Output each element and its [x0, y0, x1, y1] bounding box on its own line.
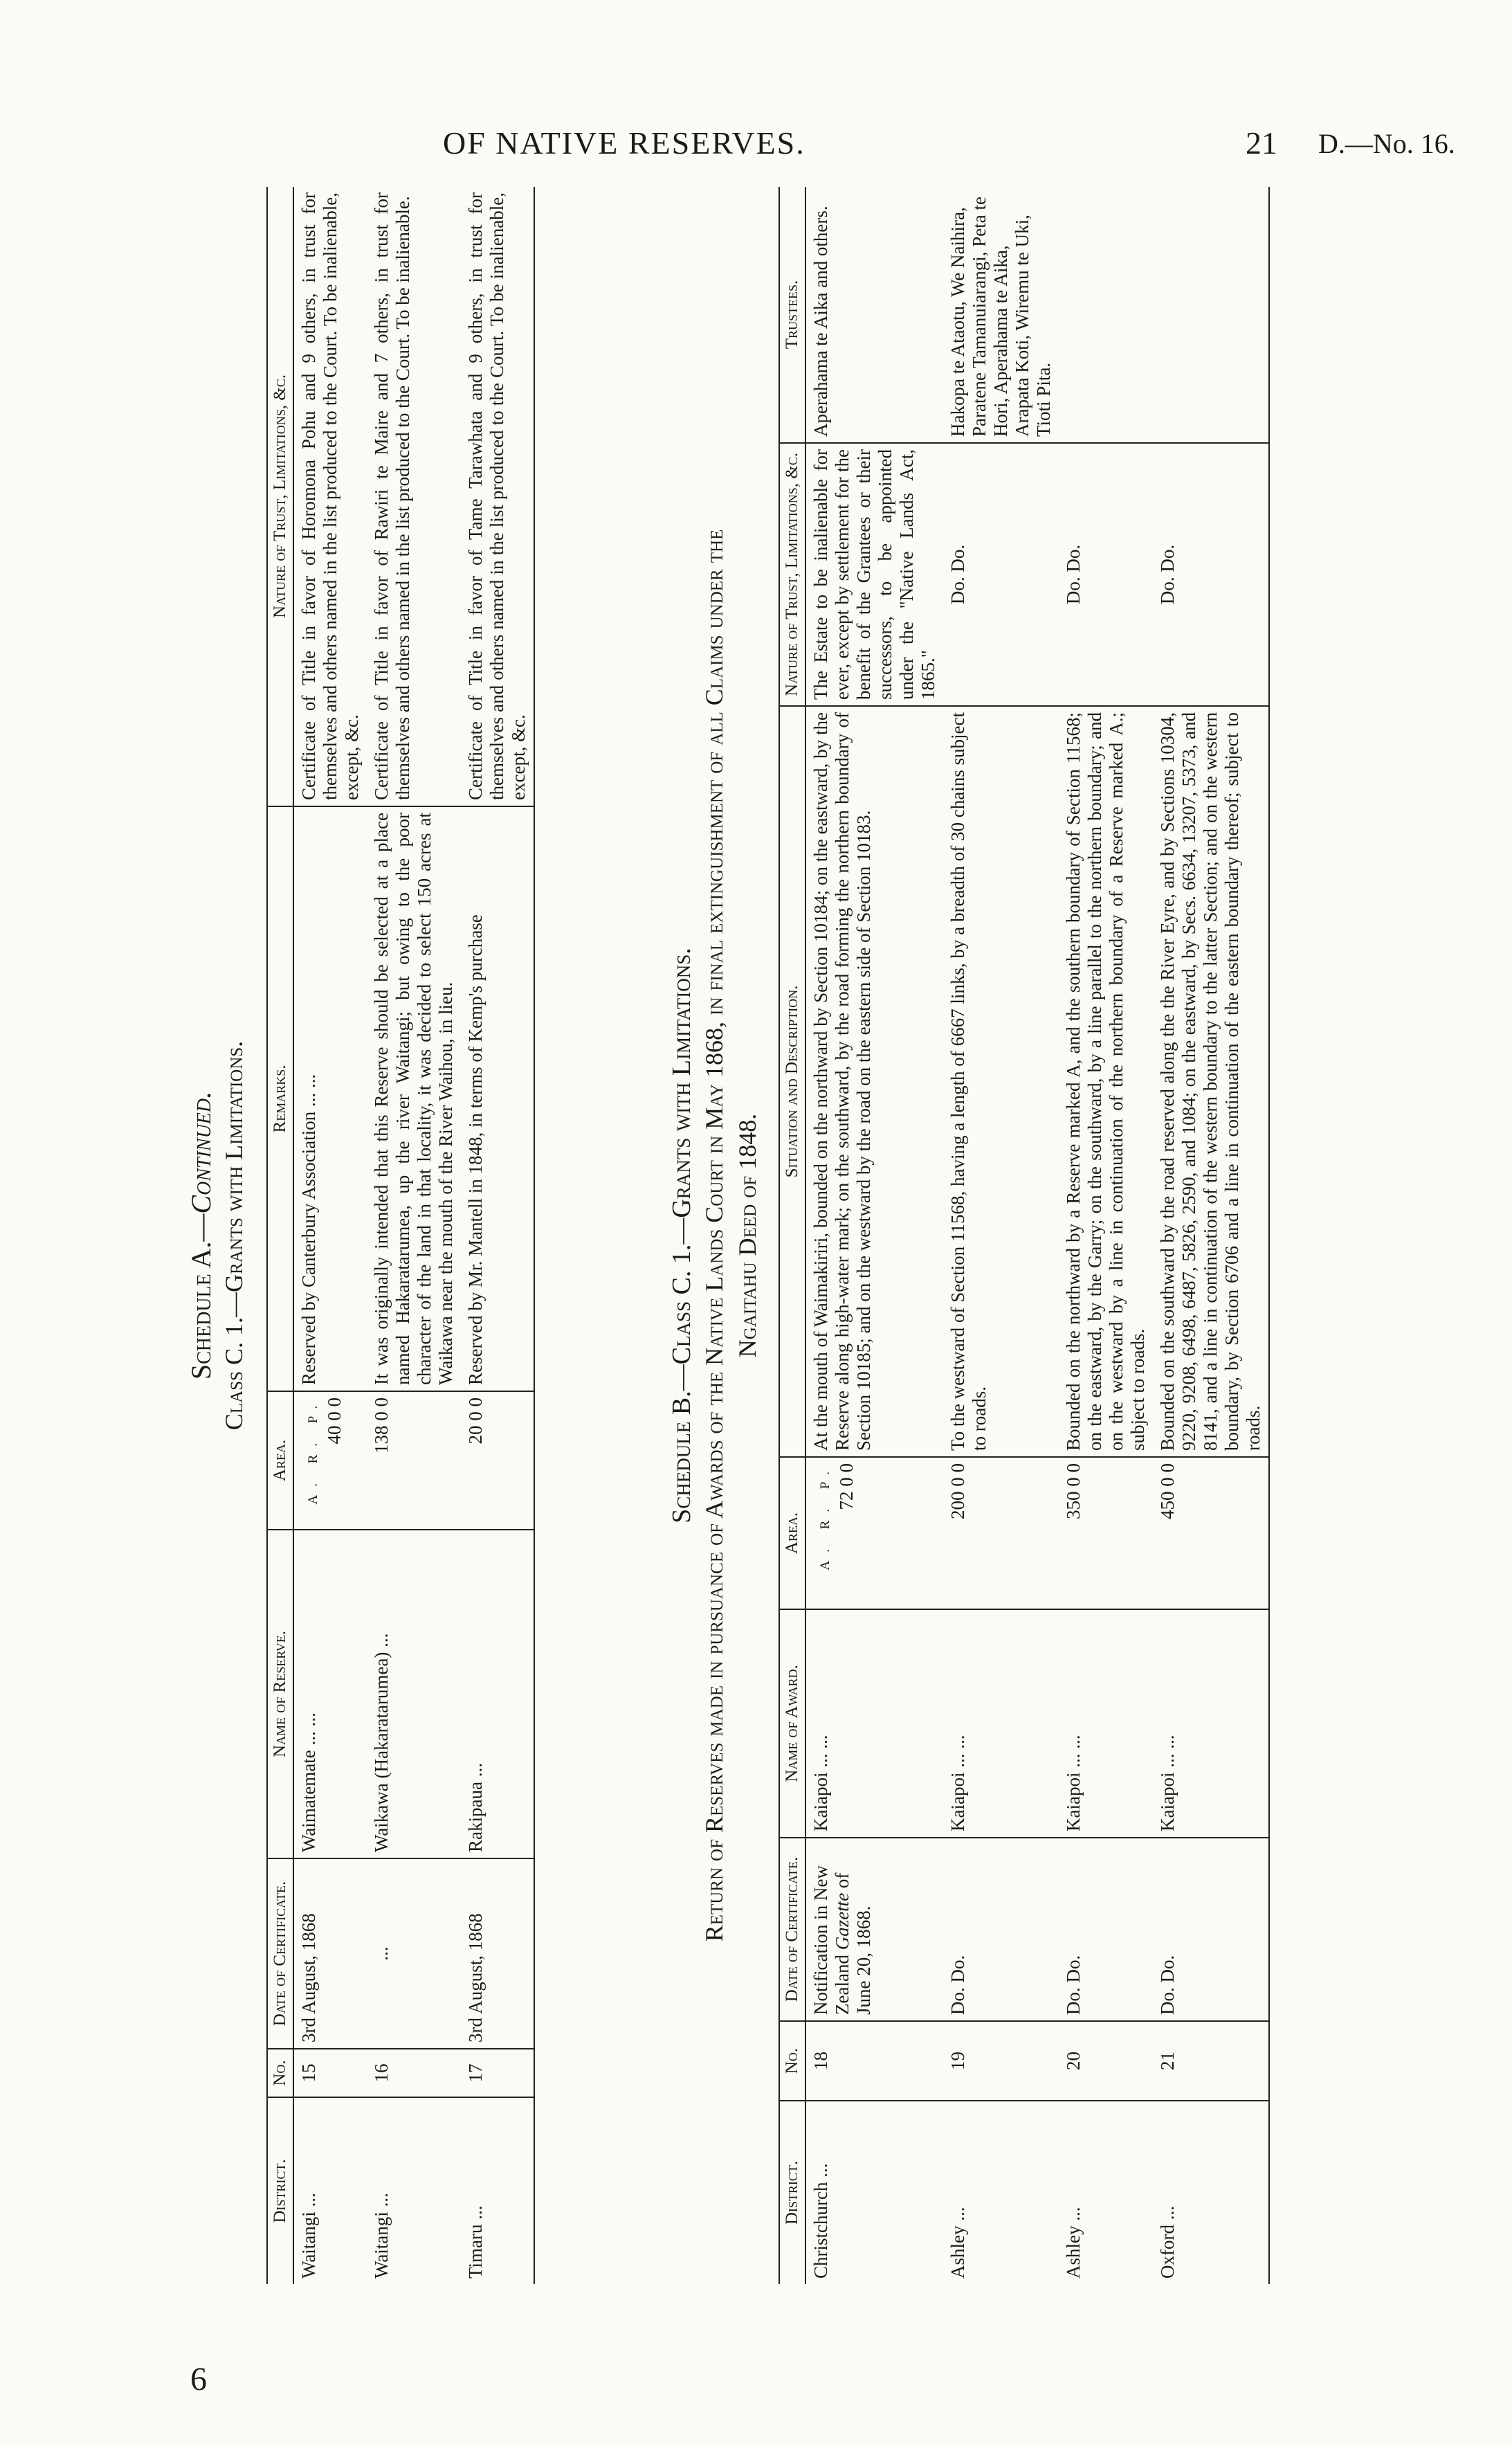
- reserve-name: Waimatemate ... ...: [293, 1530, 367, 1858]
- area-units: A. R. P.: [306, 1397, 320, 1505]
- area-value: 350 0 0: [1059, 1457, 1153, 1609]
- running-header: [0, 125, 1512, 173]
- table-row: [461, 187, 534, 2284]
- col-situation: Situation and Description.: [779, 706, 805, 1457]
- area-value: 138 0 0: [367, 1391, 461, 1530]
- col-award: Name of Award.: [779, 1609, 805, 1838]
- date: Do. Do.: [1059, 1838, 1153, 2021]
- table-row: [805, 187, 943, 2284]
- date: Do. Do.: [1153, 1838, 1269, 2021]
- schedule-a-table: [266, 187, 535, 2284]
- rotated-page-content: [183, 187, 1360, 2284]
- document-reference: D.—No. 16.: [1318, 128, 1455, 159]
- col-no: No.: [779, 2021, 805, 2101]
- col-district: District.: [779, 2101, 805, 2284]
- area-value: 450 0 0: [1153, 1457, 1269, 1609]
- nature: The Estate to be inalienable for ever, except by settlement for the benefit of the Grantees or their successors, to be appointed under the "Native Lands Act, 1865.": [805, 443, 943, 706]
- running-title: OF NATIVE RESERVES.: [443, 125, 805, 161]
- number: 18: [805, 2021, 943, 2101]
- schedule-b-table: [778, 187, 1270, 2284]
- situation: Bounded on the northward by a Reserve marked A, and the southern boundary of Section 11568; on the eastward, by the Garry; on the southward, by a line parallel to the northern boundary; and on the westward by a line in continuation of the northern boundary of a Reserve marked A.; subject to roads.: [1059, 706, 1153, 1457]
- col-district: District.: [267, 2097, 293, 2284]
- number: 21: [1153, 2021, 1269, 2101]
- situation: At the mouth of Waimakiriri, bounded on the northward by Section 10184; on the eastward, by the Reserve along high-water mark; on the southward, by the road forming the northern boundary of Section 10185; and on the westward by the road on the eastern side of Section 10183.: [805, 706, 943, 1457]
- trustees: [1153, 187, 1269, 443]
- area-value: 40 0 0: [324, 1397, 345, 1445]
- trustees: [1059, 187, 1153, 443]
- date: 3rd August, 1868: [461, 1858, 534, 2049]
- award-name: Kaiapoi ... ...: [1153, 1609, 1269, 1838]
- district: Waitangi ...: [298, 2193, 319, 2279]
- nature: Certificate of Title in favor of Rawiri te Maire and 7 others, in trust for themselves and others named in the list produced to the Court. To be inalienable.: [367, 187, 461, 806]
- col-area: Area.: [267, 1391, 293, 1530]
- reserve-name: Waikawa (Hakaratarumea) ...: [367, 1530, 461, 1858]
- number: 15: [293, 2049, 367, 2097]
- reserve-name: Rakipaua ...: [461, 1530, 534, 1858]
- district: Ashley ...: [1063, 2207, 1084, 2279]
- col-trustees: Trustees.: [779, 187, 805, 443]
- schedule-a-title: Schedule A.—Continued.: [185, 1091, 217, 1380]
- col-area: Area.: [779, 1457, 805, 1609]
- table-row: [367, 187, 461, 2284]
- col-no: No.: [267, 2049, 293, 2097]
- district: Oxford ...: [1153, 2101, 1269, 2284]
- area: [805, 1457, 943, 1609]
- remarks: Reserved by Mr. Mantell in 1848, in terms of Kemp's purchase: [461, 806, 534, 1391]
- district: Waitangi ...: [371, 2193, 392, 2279]
- nature: Do. Do.: [943, 443, 1059, 706]
- schedule-b-subtitle-line2: Ngaitahu Deed of 1848.: [734, 1113, 761, 1358]
- trustees: Aperahama te Aika and others.: [805, 187, 943, 443]
- number: 19: [943, 2021, 1059, 2101]
- district: Christchurch ...: [810, 2163, 831, 2279]
- schedule-b-title: Schedule B.—Class C. 1.—Grants with Limitations.: [667, 948, 696, 1523]
- number: 17: [461, 2049, 534, 2097]
- date: Notification in New Zealand Gazette of June 20, 1868.: [805, 1838, 943, 2021]
- trustees: Hakopa te Ataotu, We Naihira, Paratene Tamanuiarangi, Peta te Hori, Aperahama te Aika, Arapata Koti, Wiremu te Uki, Tioti Pita.: [943, 187, 1059, 443]
- number: 16: [367, 2049, 461, 2097]
- col-remarks: Remarks.: [267, 806, 293, 1391]
- table-row: [293, 187, 367, 2284]
- nature: Do. Do.: [1059, 443, 1153, 706]
- area-value: 20 0 0: [461, 1391, 534, 1530]
- col-nature: Nature of Trust, Limitations, &c.: [779, 443, 805, 706]
- nature: Certificate of Title in favor of Horomona Pohu and 9 others, in trust for themselves and others named in the list produced to the Court. To be inalienable, except, &c.: [293, 187, 367, 806]
- award-name: Kaiapoi ... ...: [943, 1609, 1059, 1838]
- nature: Do. Do.: [1153, 443, 1269, 706]
- situation: To the westward of Section 11568, having a length of 6667 links, by a breadth of 30 chains subject to roads.: [943, 706, 1059, 1457]
- date: Do. Do.: [943, 1838, 1059, 2021]
- margin-mark: 6: [190, 2361, 207, 2398]
- area-value: 200 0 0: [943, 1457, 1059, 1609]
- district: Timaru ...: [461, 2097, 534, 2284]
- page-number: 21: [1246, 125, 1277, 161]
- col-nature: Nature of Trust, Limitations, &c.: [267, 187, 293, 806]
- table-row: [1153, 187, 1269, 2284]
- remarks: Reserved by Canterbury Association ... ...: [293, 806, 367, 1391]
- schedule-a-class-title: Class C. 1.—Grants with Limitations.: [220, 1040, 248, 1431]
- area: [293, 1391, 367, 1530]
- table-row: [943, 187, 1059, 2284]
- table-row: [1059, 187, 1153, 2284]
- schedule-a-header-row: [267, 187, 293, 2284]
- col-date: Date of Certificate.: [779, 1838, 805, 2021]
- date: 3rd August, 1868: [293, 1858, 367, 2049]
- col-name: Name of Reserve.: [267, 1530, 293, 1858]
- nature: Certificate of Title in favor of Tame Tarawhata and 9 others, in trust for themselves and others named in the list produced to the Court. To be inalienable, except, &c.: [461, 187, 534, 806]
- award-name: Kaiapoi ... ...: [1059, 1609, 1153, 1838]
- schedule-b-subtitle-line1: Return of Reserves made in pursuance of Awards of the Native Lands Court in May 1868, in final extinguishment of all Claims under the: [700, 529, 728, 1942]
- area-units: A. R. P.: [818, 1463, 832, 1571]
- schedule-b-header-row: [779, 187, 805, 2284]
- number: 20: [1059, 2021, 1153, 2101]
- date: ...: [367, 1858, 461, 2049]
- situation: Bounded on the southward by the road reserved along the the River Eyre, and by Sections 10304, 9220, 9208, 6498, 6487, 5826, 2590, and 1084; on the eastward, by Secs. 6634, 13207, 5373, and 8141, and a line in continuation of the western boundary to the latter Section; and on the western boundary, by Section 6706 and a line in continuation of the eastern boundary thereof; subject to roads.: [1153, 706, 1269, 1457]
- area-value: 72 0 0: [836, 1463, 857, 1510]
- col-date: Date of Certificate.: [267, 1858, 293, 2049]
- award-name: Kaiapoi ... ...: [805, 1609, 943, 1838]
- remarks: It was originally intended that this Reserve should be selected at a place named Hakaratarumea, up the river Waitangi; but owing to the poor character of the land in that locality, it was decided to select 150 acres at Waikawa near the mouth of the River Waihou, in lieu.: [367, 806, 461, 1391]
- district: Ashley ...: [947, 2207, 968, 2279]
